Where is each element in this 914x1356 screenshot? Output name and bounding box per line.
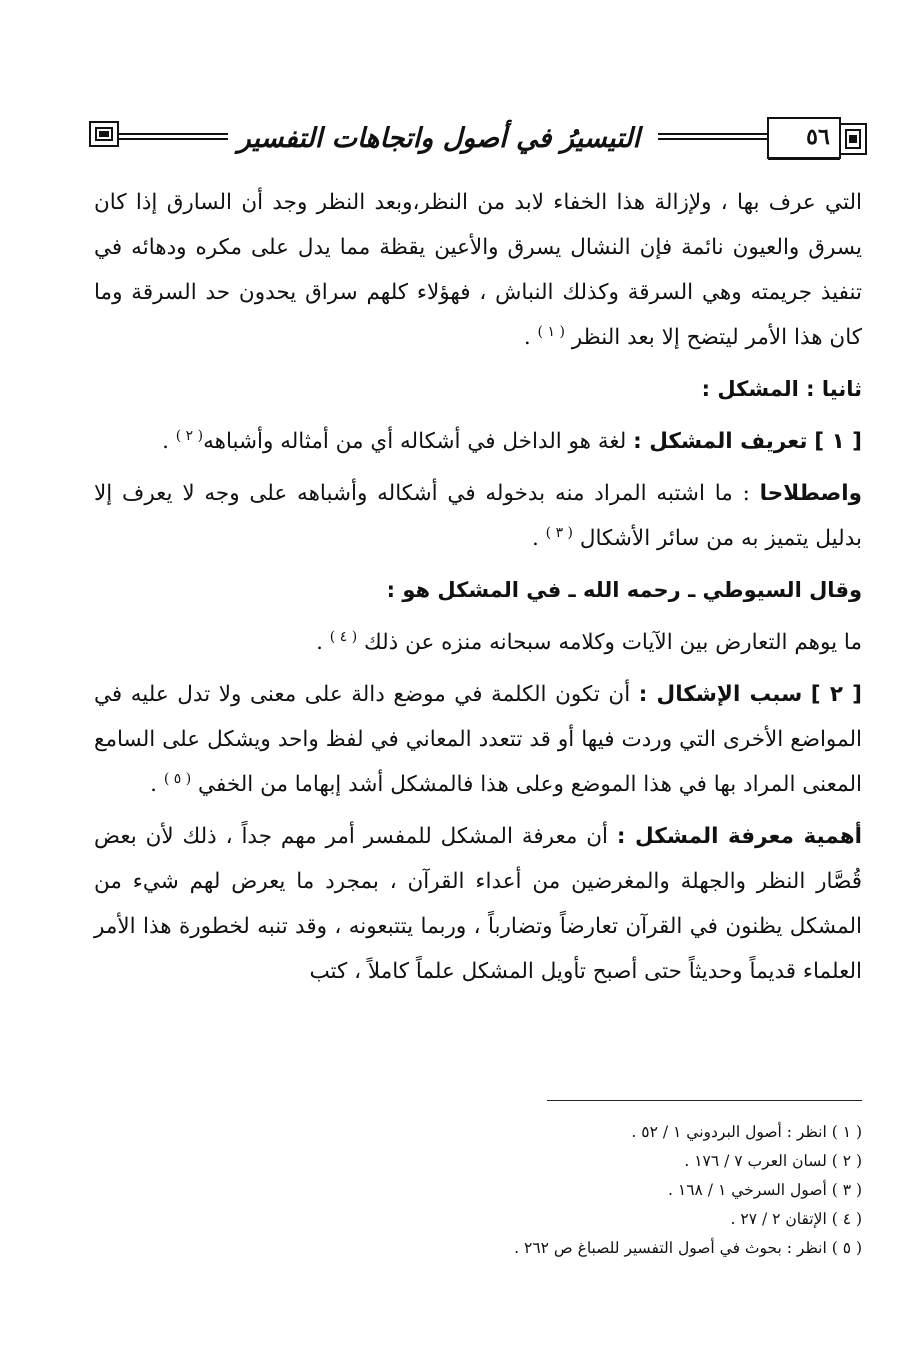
footnote-ref: ( ٥ ) bbox=[163, 770, 192, 787]
footnote-item: ( ٥ ) انظر : بحوث في أصول التفسير للصباغ ص ٢٦٢ . bbox=[514, 1239, 862, 1257]
terminology-label: واصطلاحا bbox=[759, 481, 862, 506]
suyuti-text: ما يوهم التعارض بين الآيات وكلامه سبحانه منزه عن ذلك bbox=[364, 630, 862, 655]
footnotes bbox=[362, 1118, 862, 1263]
page-header bbox=[88, 112, 870, 168]
footnote-item: ( ٤ ) الإتقان ٢ / ٢٧ . bbox=[730, 1210, 862, 1228]
footnote-item: ( ٣ ) أصول السرخي ١ / ١٦٨ . bbox=[668, 1181, 862, 1199]
footnote-item: ( ٢ ) لسان العرب ٧ / ١٧٦ . bbox=[684, 1152, 862, 1170]
heading-second-mushkil: ثانيا : المشكل : bbox=[701, 377, 862, 401]
paragraph-text: التي عرف بها ، ولإزالة هذا الخفاء لابد من النظر،وبعد النظر وجد أن السارق إذا كان يسرق والعيون نائمة فإن النشال يسرق والأعين يقظة مما يدل على مكره ودهائه في تنفيذ جريمته وهي السرقة وكذلك النباش ، فهؤلاء كلهم سراق يحدون حد السرقة وما كان هذا الأمر ليتضح إلا بعد النظر bbox=[94, 190, 862, 350]
section-heading bbox=[94, 367, 862, 412]
item-number: [ ٢ ] bbox=[810, 682, 862, 707]
section-heading bbox=[94, 568, 862, 613]
footnote-ref: ( ١ ) bbox=[537, 323, 565, 340]
paragraph-definition: [ ١ ] تعريف المشكل : لغة هو الداخل في أشكاله أي من أمثاله وأشباهه$^{( ٢ )}$ . bbox=[162, 427, 862, 454]
importance-text: أن معرفة المشكل للمفسر أمر مهم جداً ، ذلك لأن بعض قُصَّار النظر والجهلة والمغرضين من أعداء القرآن ، بمجرد ما يعرض لهم شيء من المشكل يظنون في القرآن تعارضاً وتضارباً ، وربما يتتبعونه ، وقد تنبه لخطورة هذا الأمر العلماء قديماً وحديثاً حتى أصبح تأويل المشكل علماً كاملاً ، كتب bbox=[94, 824, 862, 984]
paragraph-cause: [ ٢ ] سبب الإشكال : أن تكون الكلمة في موضع دالة على معنى ولا تدل عليه في المواضع الأخرى التي وردت فيها أو قد تتعدد المعاني في لفظ واحد ويشكل على السامع المعنى المراد بها في هذا الموضع وعلى هذا فالمشكل أشد إبهاما من الخفي $^{( ٥ )}$ . bbox=[94, 682, 862, 797]
paragraph-thief: التي عرف بها ، ولإزالة هذا الخفاء لابد من النظر،وبعد النظر وجد أن السارق إذا كان يسرق والعيون نائمة فإن النشال يسرق والأعين يقظة مما يدل على مكره ودهائه في تنفيذ جريمته وهي السرقة وكذلك النباش ، فهؤلاء كلهم سراق يحدون حد السرقة وما كان هذا الأمر ليتضح إلا بعد النظر $^{( ١ )}$ . bbox=[94, 190, 862, 350]
cause-text: أن تكون الكلمة في موضع دالة على معنى ولا تدل عليه في المواضع الأخرى التي وردت فيها أو قد تتعدد المعاني في لفظ واحد ويشكل على السامع المعنى المراد بها في هذا الموضع وعلى هذا فالمشكل أشد إبهاما من الخفي bbox=[94, 682, 862, 797]
footnote-divider bbox=[547, 1100, 862, 1101]
cause-label: سبب الإشكال : bbox=[638, 682, 803, 707]
footnote-ref: ( ٣ ) bbox=[545, 524, 574, 541]
paragraph-terminology: واصطلاحا : ما اشتبه المراد منه بدخوله في أشكاله وأشباهه على وجه لا يعرف إلا بدليل يتميز به من سائر الأشكال $^{( ٣ )}$ . bbox=[94, 481, 862, 551]
definition-text: لغة هو الداخل في أشكاله أي من أمثاله وأشباهه bbox=[203, 429, 627, 454]
footnote-ref: ( ٢ ) bbox=[175, 427, 204, 444]
page-number: ٥٦ bbox=[806, 124, 830, 150]
main-text bbox=[94, 180, 862, 1001]
item-number: [ ١ ] bbox=[814, 429, 862, 454]
paragraph-importance bbox=[94, 814, 862, 994]
heading-suyuti: وقال السيوطي ـ رحمه الله ـ في المشكل هو : bbox=[386, 578, 862, 602]
definition-label: تعريف المشكل : bbox=[633, 429, 808, 454]
importance-label: أهمية معرفة المشكل : bbox=[616, 824, 862, 849]
paragraph-suyuti: ما يوهم التعارض بين الآيات وكلامه سبحانه منزه عن ذلك $^{( ٤ )}$ . bbox=[316, 628, 862, 655]
terminology-text: : ما اشتبه المراد منه بدخوله في أشكاله وأشباهه على وجه لا يعرف إلا بدليل يتميز به من سائر الأشكال bbox=[94, 481, 862, 551]
footnote-item: ( ١ ) انظر : أصول البردوني ١ / ٥٢ . bbox=[631, 1123, 862, 1141]
footnote-ref: ( ٤ ) bbox=[329, 628, 358, 645]
running-title: التيسيرُ في أصول واتجاهات التفسير bbox=[228, 122, 650, 156]
